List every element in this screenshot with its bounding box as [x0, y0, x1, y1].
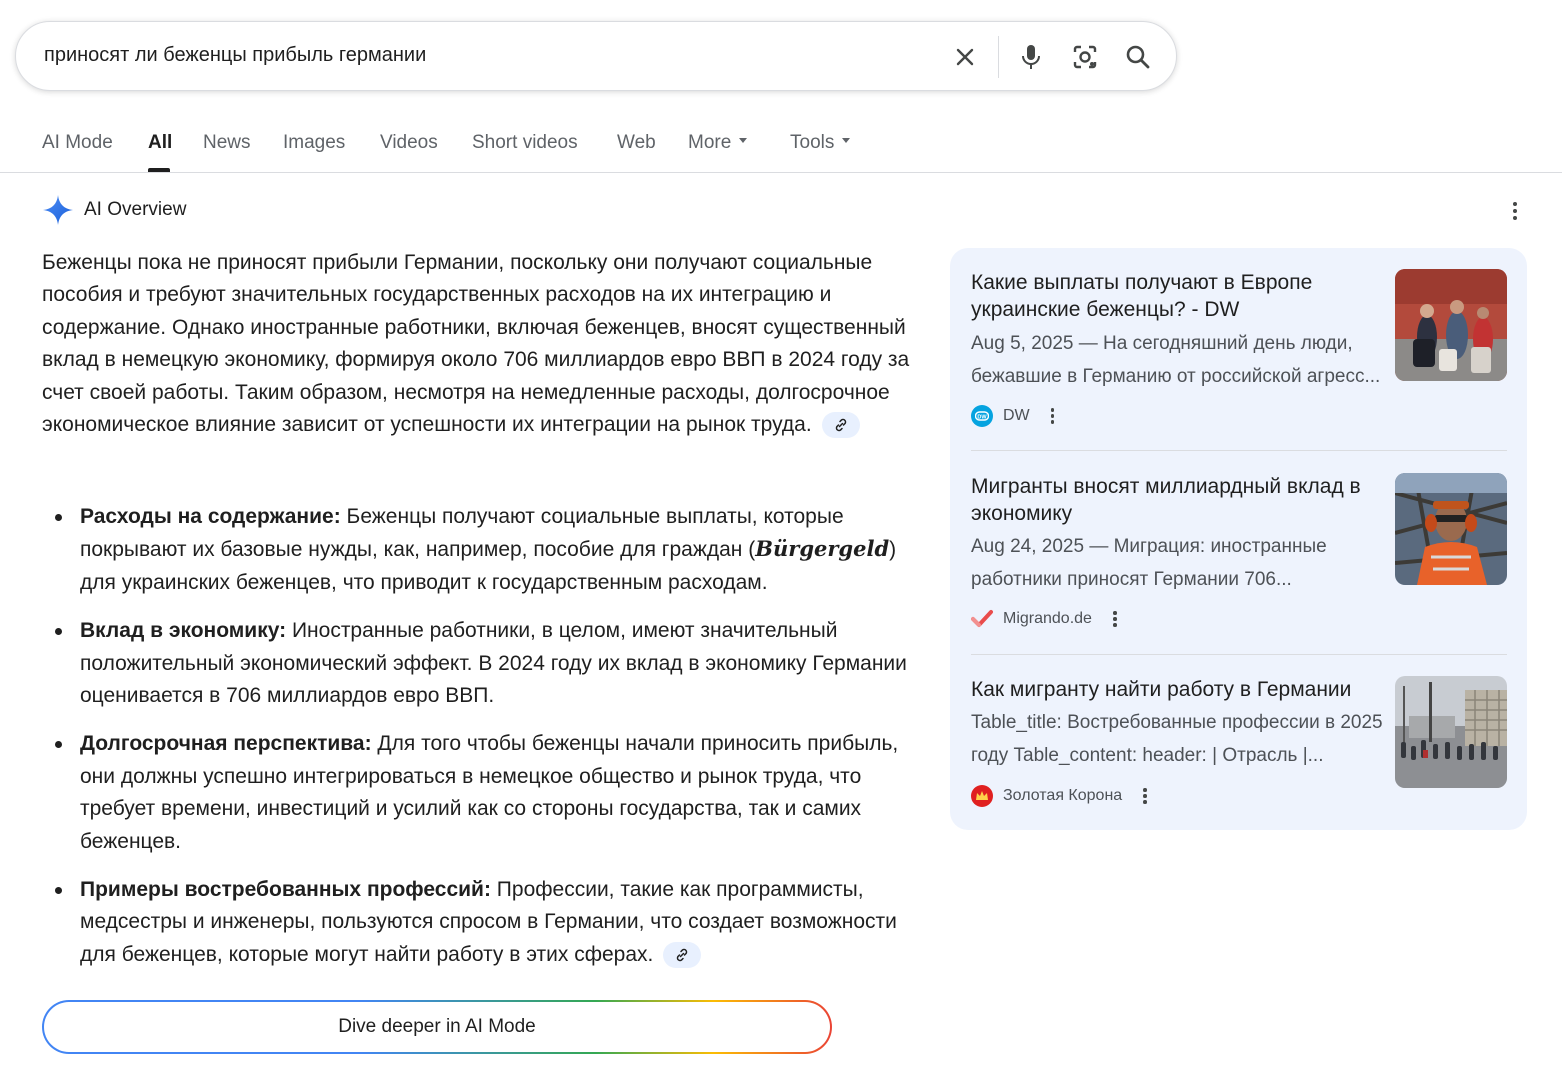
source-snippet: Table_title: Востребованные профессии в 2025 году Table_content: header: | Отрасль |... — [971, 712, 1383, 766]
source-site: Migrando.de — [1003, 610, 1092, 627]
ai-overview-title: AI Overview — [84, 199, 187, 220]
source-title[interactable]: Какие выплаты получают в Европе украинские беженцы? - DW — [971, 271, 1313, 321]
bullet-heading: Вклад в экономику: — [80, 619, 287, 643]
tab-more-label: More — [688, 132, 732, 153]
source-snippet: Aug 5, 2025 — На сегодняшний день люди, бежавшие в Германию от российской агресс... — [971, 333, 1381, 387]
search-tabs — [0, 120, 1562, 173]
bullet-text: Иностранные работники, в целом, имеют значительный положительный экономический эффект. В 2024 году их вклад в экономику Германии оценивается в 706 миллиардов евро ВВП. — [80, 619, 907, 708]
bullet-text: Беженцы получают социальные выплаты, которые покрывают их базовые нужды, как, например, пособие для граждан ( — [80, 505, 844, 562]
tab-videos[interactable]: Videos — [380, 132, 438, 153]
dive-deeper-button[interactable] — [42, 1000, 832, 1054]
ai-overview-summary — [42, 247, 912, 441]
bullet-heading: Примеры востребованных профессий: — [80, 878, 491, 902]
source-site: Золотая Корона — [1003, 787, 1123, 804]
tab-short-videos[interactable]: Short videos — [472, 132, 578, 153]
list-item — [42, 728, 912, 858]
bullet-text: Для того чтобы беженцы начали приносить прибыль, они должны успешно интегрироваться в немецкое общество и рынок труда, что требует времени, инвестиций и усилий как со стороны государства, так и самих беженцев. — [80, 732, 899, 853]
bullet-text: Профессии, такие как программисты, медсестры и инженеры, пользуются спросом в Германии, что создает возможности для беженцев, которые могут найти работу в этих сферах. — [80, 878, 897, 966]
tab-news[interactable]: News — [203, 132, 251, 153]
sources-panel — [950, 248, 1527, 830]
source-thumbnail[interactable] — [1395, 676, 1507, 788]
search-divider — [998, 36, 999, 78]
summary-text: Беженцы пока не приносят прибыли Германии, поскольку они получают социальные пособия и требуют значительных государственных расходов на их интеграцию и содержание. Однако иностранные работники, включая беженцев, вносят существенный вклад в немецкую экономику, формируя около 706 миллиардов евро ВВП в 2024 году за счет своей работы. Таким образом, несмотря на немедленные расходы, долгосрочное экономическое влияние зависит от успешности их интеграции на рынок труда. — [42, 251, 910, 437]
source-thumbnail[interactable] — [1395, 473, 1507, 585]
source-more-icon[interactable] — [1046, 406, 1060, 426]
tab-web[interactable]: Web — [617, 132, 656, 153]
svg-text:DW: DW — [977, 414, 987, 421]
chevron-down-icon — [739, 138, 747, 143]
source-meta — [971, 404, 1060, 428]
source-more-icon[interactable] — [1138, 786, 1152, 806]
divider — [971, 450, 1507, 451]
bullet-math: Bürgergeld — [755, 536, 890, 562]
dive-deeper-label: Dive deeper in AI Mode — [44, 1002, 830, 1052]
gemini-sparkle-icon — [42, 194, 74, 226]
source-card[interactable] — [971, 269, 1507, 429]
list-item — [42, 874, 912, 971]
migrando-favicon-icon — [971, 608, 993, 630]
dw-favicon-icon — [971, 405, 993, 427]
source-title[interactable]: Как мигранту найти работу в Германии — [971, 678, 1352, 701]
tab-tools[interactable] — [790, 132, 850, 154]
citation-link-icon[interactable] — [663, 942, 701, 968]
source-card[interactable] — [971, 676, 1507, 816]
clear-icon[interactable] — [947, 39, 983, 75]
source-thumbnail[interactable] — [1395, 269, 1507, 381]
source-site: DW — [1003, 407, 1030, 424]
tab-ai-mode[interactable]: AI Mode — [42, 132, 113, 153]
bullet-heading: Расходы на содержание: — [80, 505, 341, 528]
chevron-down-icon — [842, 138, 850, 143]
source-meta — [971, 607, 1122, 631]
tab-tools-label: Tools — [790, 132, 835, 153]
search-icon[interactable] — [1120, 39, 1156, 75]
ai-overview-header — [42, 194, 186, 226]
source-meta — [971, 784, 1152, 808]
tab-more[interactable] — [688, 132, 747, 154]
source-card[interactable] — [971, 473, 1507, 633]
list-item — [42, 615, 912, 712]
crown-favicon-icon — [971, 785, 993, 807]
citation-link-icon[interactable] — [822, 412, 860, 438]
tab-all[interactable]: All — [148, 132, 173, 153]
camera-lens-icon[interactable] — [1067, 39, 1103, 75]
bullet-heading: Долгосрочная перспектива: — [80, 732, 372, 756]
source-title[interactable]: Мигранты вносят миллиардный вклад в экономику — [971, 475, 1361, 525]
search-input[interactable]: приносят ли беженцы прибыль германии — [44, 44, 427, 66]
search-bar[interactable] — [15, 21, 1177, 91]
tab-images[interactable]: Images — [283, 132, 346, 153]
source-snippet: Aug 24, 2025 — Миграция: иностранные работники приносят Германии 706... — [971, 536, 1327, 590]
ai-overview-bullets — [42, 501, 912, 987]
microphone-icon[interactable] — [1013, 39, 1049, 75]
list-item — [42, 501, 912, 599]
bullet-text: ) для украинских беженцев, что приводит к государственным расходам. — [80, 538, 897, 594]
ai-overview-more-icon[interactable] — [1505, 199, 1525, 223]
active-tab-indicator — [148, 168, 170, 172]
divider — [971, 654, 1507, 655]
source-more-icon[interactable] — [1108, 609, 1122, 629]
